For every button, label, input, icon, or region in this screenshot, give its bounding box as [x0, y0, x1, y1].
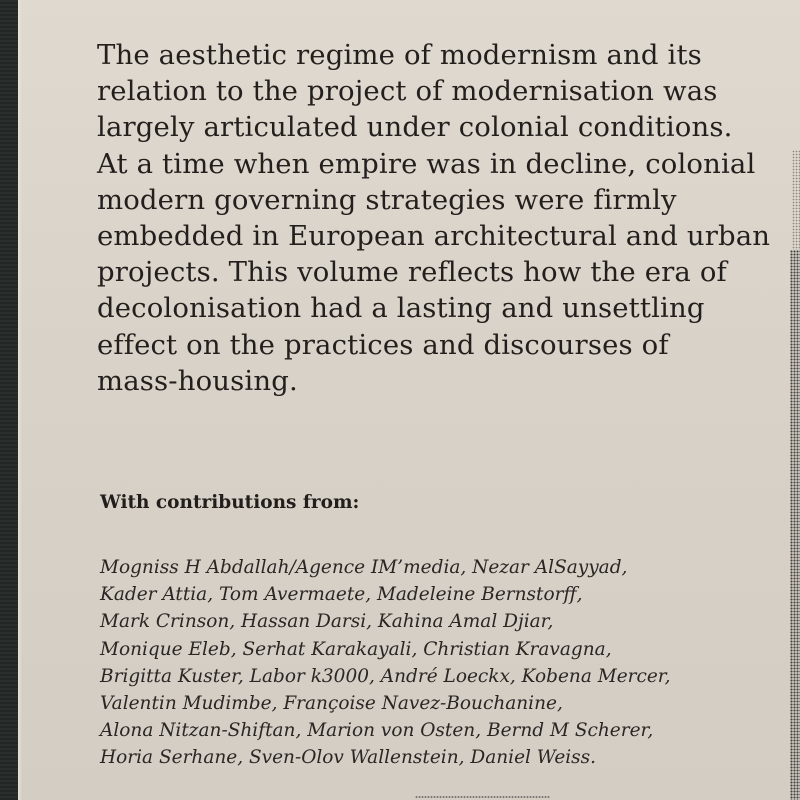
halftone-bottom-line [415, 795, 550, 799]
blurb-line: largely articulated under colonial conditions. [97, 111, 733, 144]
blurb-line: effect on the practices and discourses of [97, 328, 669, 361]
contributors-line: Brigitta Kuster, Labor k3000, André Loeckx, Kobena Mercer, [100, 665, 671, 687]
contributors-line: Mogniss H Abdallah/Agence IM’media, Nezar AlSayyad, [100, 557, 628, 578]
blurb-line: At a time when empire was in decline, colonial [97, 147, 756, 180]
halftone-pattern-faint [792, 150, 800, 250]
contributors-line: Kader Attia, Tom Avermaete, Madeleine Bernstorff, [100, 584, 583, 606]
blurb-line: decolonisation had a lasting and unsettling [97, 292, 705, 325]
contributions-heading: With contributions from: [100, 492, 360, 513]
contributors-line: Alona Nitzan-Shiftan, Marion von Osten, Bernd M Scherer, [100, 720, 654, 742]
blurb-line: modern governing strategies were firmly [97, 183, 677, 216]
contributors-line: Horia Serhane, Sven-Olov Wallenstein, Daniel Weiss. [100, 747, 597, 769]
book-spine-edge [0, 0, 18, 800]
halftone-pattern-strip [790, 250, 800, 800]
blurb-line: projects. This volume reflects how the era of [97, 256, 727, 289]
contributors-list [100, 554, 670, 772]
contributors-line: Monique Eleb, Serhat Karakayali, Christian Kravagna, [100, 638, 612, 660]
page-edge-highlight [18, 0, 22, 800]
blurb-line: The aesthetic regime of modernism and its [97, 39, 702, 71]
blurb-paragraph [97, 37, 777, 399]
blurb-line: embedded in European architectural and urban [97, 220, 771, 253]
blurb-line: relation to the project of modernisation was [97, 75, 718, 108]
contributors-line: Valentin Mudimbe, Françoise Navez-Bouchanine, [100, 693, 563, 715]
blurb-line: mass-housing. [97, 364, 298, 397]
contributors-line: Mark Crinson, Hassan Darsi, Kahina Amal Djiar, [100, 611, 554, 633]
